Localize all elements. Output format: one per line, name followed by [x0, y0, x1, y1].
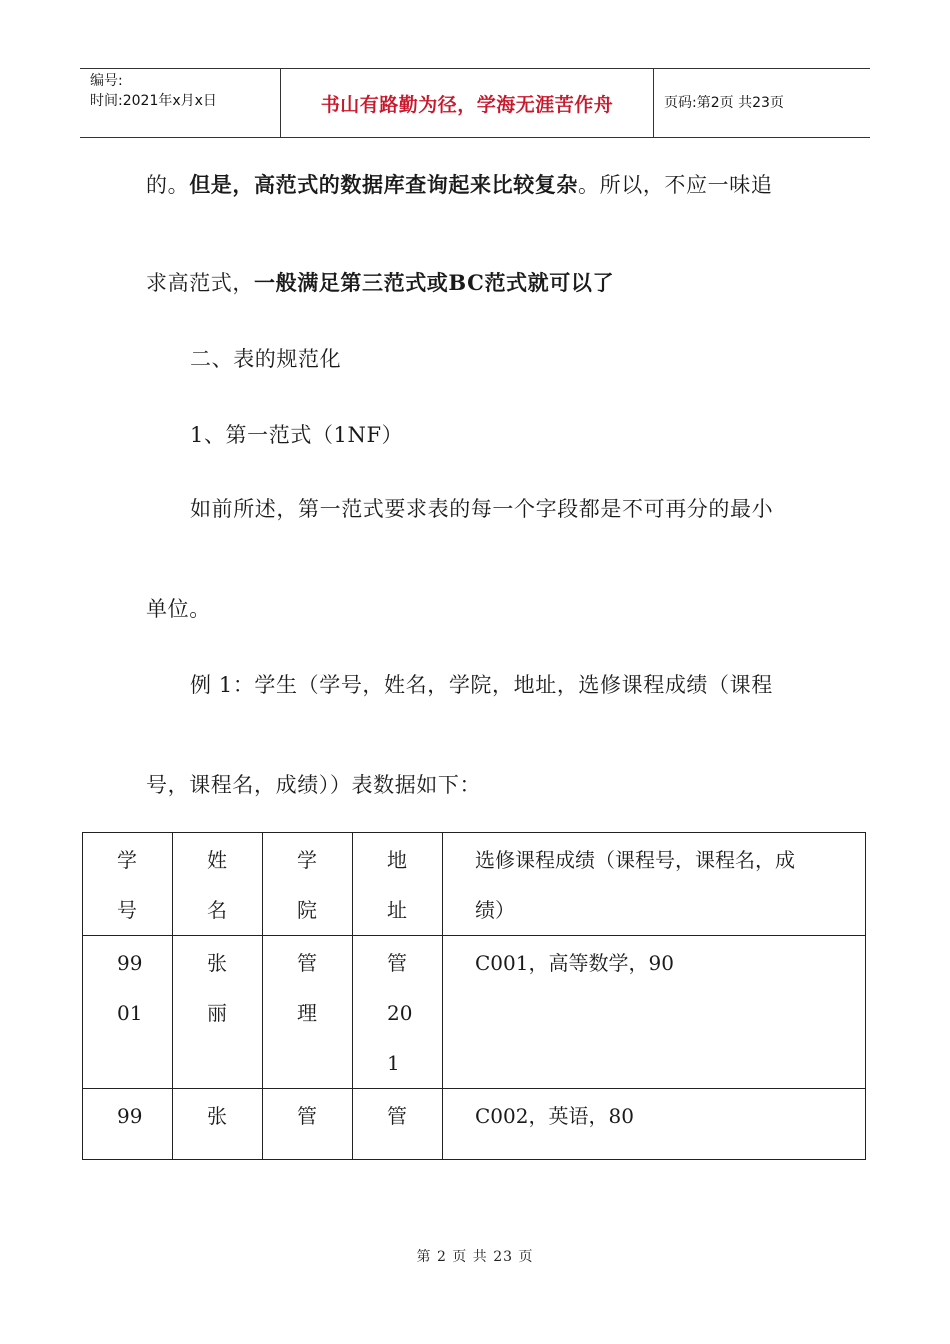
cell-student-id: 99 01: [117, 951, 143, 1025]
paragraph-4: 单位。: [146, 597, 211, 621]
cell-name: 张 丽: [207, 951, 227, 1025]
p2-text-bold: 一般满足第三范式或BC范式就可以了: [254, 270, 615, 295]
cell-address: 管 20 1: [387, 951, 413, 1075]
paragraph-5: 例 1：学生（学号，姓名，学院，地址，选修课程成绩（课程: [190, 673, 773, 697]
header-cell-college: 学 院: [297, 848, 317, 922]
header-motto: 书山有路勤为径，学海无涯苦作舟: [320, 93, 614, 116]
paragraph-3: 如前所述，第一范式要求表的每一个字段都是不可再分的最小: [190, 497, 774, 521]
section-heading: 二、表的规范化: [190, 347, 342, 371]
header-number-label: 编号:: [90, 73, 123, 89]
table-row: [83, 1089, 866, 1160]
header-meta: [80, 69, 281, 137]
cell-course-scores: C002，英语，80: [475, 1104, 634, 1128]
header-time-label: 时间:2021年x月x日: [90, 93, 217, 109]
table-header-row: [83, 833, 866, 936]
header-page-info: 页码:第2页 共23页: [664, 95, 784, 111]
subsection-heading: 1、第一范式（1NF）: [190, 423, 404, 447]
header-cell-course-scores: 选修课程成绩（课程号，课程名，成 绩）: [475, 848, 795, 922]
header-cell-student-id: 学 号: [117, 848, 137, 922]
cell-college: 管: [297, 1104, 317, 1128]
p1-text-c: 。所以，不应一味追: [578, 173, 773, 197]
cell-student-id: 99: [117, 1104, 143, 1128]
student-table: [82, 832, 866, 1160]
cell-college: 管 理: [297, 951, 317, 1025]
table-row: [83, 936, 866, 1089]
cell-name: 张: [207, 1104, 227, 1128]
paragraph-1: [146, 170, 772, 200]
header-page-cell: [654, 69, 870, 137]
paragraph-6: 号，课程名，成绩））表数据如下：: [146, 773, 482, 797]
cell-course-scores: C001，高等数学，90: [475, 951, 674, 975]
page-header: [80, 68, 870, 138]
p1-text-bold: 但是，高范式的数据库查询起来比较复杂: [189, 172, 579, 197]
page-footer: 第 2 页 共 23 页: [416, 1249, 534, 1265]
header-cell-name: 姓 名: [207, 848, 227, 922]
header-motto-cell: [281, 69, 654, 137]
cell-address: 管: [387, 1104, 407, 1128]
paragraph-2: [146, 268, 614, 298]
p1-text-a: 的。: [146, 173, 190, 197]
header-cell-address: 地 址: [387, 848, 407, 922]
p2-text-a: 求高范式，: [146, 271, 254, 295]
